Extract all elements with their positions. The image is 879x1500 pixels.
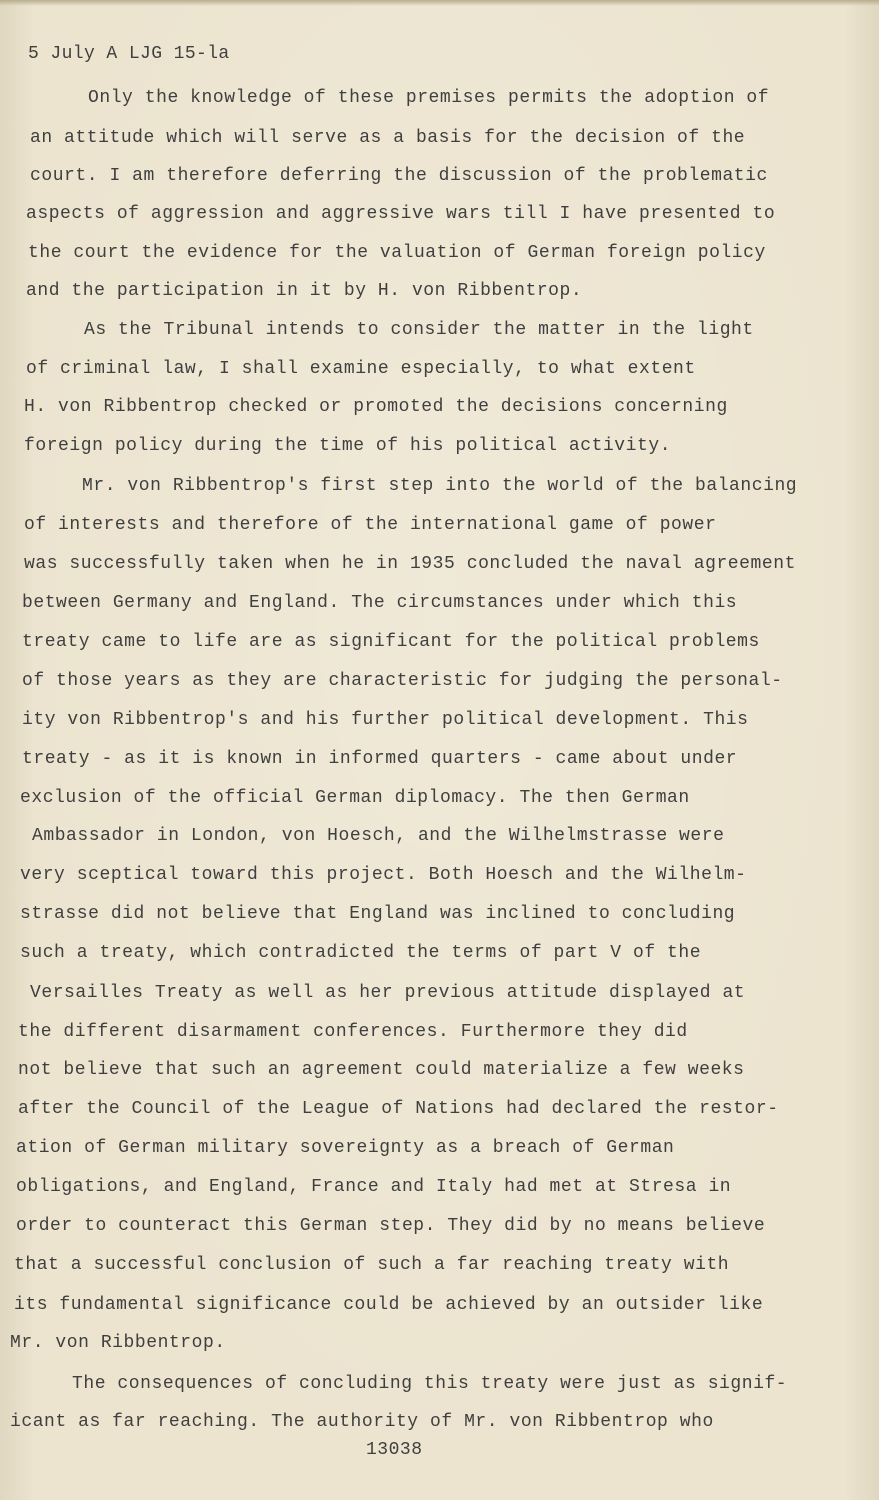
text-line: was successfully taken when he in 1935 concluded the naval agreement [24, 554, 796, 574]
text-line: very sceptical toward this project. Both Hoesch and the Wilhelm- [20, 865, 747, 885]
text-line: such a treaty, which contradicted the terms of part V of the [20, 943, 702, 963]
text-line: the court the evidence for the valuation of German foreign policy [28, 243, 766, 263]
text-line: of those years as they are characteristic for judging the personal- [22, 671, 783, 691]
text-line: foreign policy during the time of his political activity. [24, 436, 672, 456]
document-header: 5 July A LJG 15-la [28, 44, 230, 64]
text-line: treaty - as it is known in informed quarters - came about under [22, 749, 738, 769]
text-line: after the Council of the League of Nations had declared the restor- [18, 1099, 779, 1119]
text-line: Versailles Treaty as well as her previous attitude displayed at [30, 983, 746, 1003]
text-line: that a successful conclusion of such a far reaching treaty with [14, 1255, 730, 1275]
text-line: between Germany and England. The circumstances under which this [22, 593, 738, 613]
text-line: icant as far reaching. The authority of Mr. von Ribbentrop who [10, 1412, 714, 1432]
text-line: aspects of aggression and aggressive wars till I have presented to [26, 204, 776, 224]
text-line: its fundamental significance could be achieved by an outsider like [14, 1295, 764, 1315]
text-line: Mr. von Ribbentrop. [10, 1333, 226, 1353]
text-line: order to counteract this German step. They did by no means believe [16, 1216, 766, 1236]
page-edge-shadow [0, 0, 879, 6]
page-number: 13038 [366, 1440, 423, 1460]
text-line: of criminal law, I shall examine especially, to what extent [26, 359, 696, 379]
text-line: ity von Ribbentrop's and his further political development. This [22, 710, 749, 730]
text-line: Ambassador in London, von Hoesch, and the Wilhelmstrasse were [32, 826, 725, 846]
text-line: As the Tribunal intends to consider the matter in the light [84, 320, 754, 340]
text-line: strasse did not believe that England was inclined to concluding [20, 904, 736, 924]
text-line: court. I am therefore deferring the discussion of the problematic [30, 166, 768, 186]
text-line: treaty came to life are as significant for the political problems [22, 632, 760, 652]
text-line: the different disarmament conferences. Furthermore they did [18, 1022, 688, 1042]
text-line: obligations, and England, France and Italy had met at Stresa in [16, 1177, 732, 1197]
text-line: H. von Ribbentrop checked or promoted the decisions concerning [24, 397, 728, 417]
text-line: not believe that such an agreement could materialize a few weeks [18, 1060, 745, 1080]
text-line: and the participation in it by H. von Ribbentrop. [26, 281, 583, 301]
text-line: ation of German military sovereignty as a breach of German [16, 1138, 675, 1158]
text-line: Mr. von Ribbentrop's first step into the world of the balancing [82, 476, 798, 496]
text-line: Only the knowledge of these premises permits the adoption of [88, 88, 770, 108]
text-line: of interests and therefore of the international game of power [24, 515, 717, 535]
text-line: exclusion of the official German diplomacy. The then German [20, 788, 690, 808]
text-line: an attitude which will serve as a basis for the decision of the [30, 128, 746, 148]
text-line: The consequences of concluding this treaty were just as signif- [72, 1374, 788, 1394]
